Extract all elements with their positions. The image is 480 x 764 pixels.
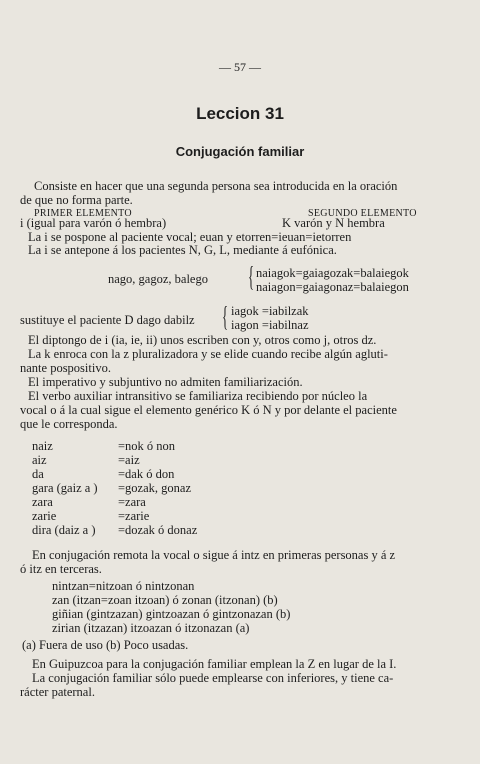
lesson-title: Leccion 31 — [196, 104, 284, 123]
brace: { — [222, 302, 229, 333]
page-number: — 57 — — [219, 60, 261, 74]
rule-line: que le corresponda. — [20, 417, 118, 431]
table-cell-left: zara — [32, 495, 53, 509]
remote-list-item: zan (itzan=zoan itzoan) ó zonan (itzonan) (b) — [52, 593, 278, 607]
table-cell-right: =dak ó don — [118, 467, 175, 481]
table-cell-right: =nok ó non — [118, 439, 176, 453]
second-element-header: SEGUNDO ELEMENTO — [308, 208, 417, 219]
rule-line: La k enroca con la z pluralizadora y se elide cuando recibe algún agluti- — [28, 347, 388, 361]
intro-line: Consiste en hacer que una segunda persona sea introducida en la oración — [34, 179, 398, 193]
table-cell-right: =zara — [118, 495, 146, 509]
lesson-subtitle: Conjugación familiar — [175, 144, 305, 159]
rule-line: El diptongo de i (ia, ie, ii) unos escriben con y, otros como j, otros dz. — [28, 333, 377, 347]
remote-line: En conjugación remota la vocal o sigue á intz en primeras personas y á z — [32, 548, 396, 562]
intro-line: de que no forma parte. — [20, 193, 133, 207]
table-cell-left: gara (gaiz a ) — [32, 481, 98, 495]
table-cell-left: dira (daiz a ) — [32, 523, 96, 537]
rule-line: El verbo auxiliar intransitivo se familiariza recibiendo por núcleo la — [28, 389, 368, 403]
example-right: naiagon=gaiagonaz=balaiegon — [256, 280, 409, 294]
table-cell-left: zarie — [32, 509, 57, 523]
table-cell-right: =aiz — [118, 453, 140, 467]
table-cell-right: =gozak, gonaz — [118, 481, 191, 495]
first-element-value: i (igual para varón ó hembra) — [20, 216, 167, 230]
rule-line: vocal o á la cual sigue el elemento genérico K ó N y por delante el paciente — [20, 403, 397, 417]
brace: { — [248, 262, 255, 293]
remote-list-item: zirian (itzazan) itzoazan ó itzonazan (a) — [52, 621, 250, 635]
footnote: (a) Fuera de uso (b) Poco usadas. — [22, 638, 189, 652]
table-cell-right: =zarie — [118, 509, 150, 523]
rule-line: La i se pospone al paciente vocal; euan y etorren=ieuan=ietorren — [28, 230, 352, 244]
table-cell-right: =dozak ó donaz — [118, 523, 198, 537]
example-left: nago, gagoz, balego — [108, 272, 208, 286]
example-right: iagok =iabilzak — [231, 304, 309, 318]
rule-line: nante pospositivo. — [20, 361, 111, 375]
table-cell-left: aiz — [32, 453, 47, 467]
closing-line: La conjugación familiar sólo puede emplearse con inferiores, y tiene ca- — [32, 671, 394, 685]
example-left: sustituye el paciente D dago dabilz — [20, 313, 195, 327]
rule-line: La i se antepone á los pacientes N, G, L, mediante á eufónica. — [28, 243, 337, 257]
closing-line: En Guipuzcoa para la conjugación familiar emplean la Z en lugar de la I. — [32, 657, 397, 671]
rule-line: El imperativo y subjuntivo no admiten familiarización. — [28, 375, 303, 389]
example-right: naiagok=gaiagozak=balaiegok — [256, 266, 409, 280]
table-cell-left: da — [32, 467, 44, 481]
table-cell-left: naiz — [32, 439, 53, 453]
second-element-value: K varón y N hembra — [282, 216, 385, 230]
closing-line: rácter paternal. — [20, 685, 95, 699]
remote-list-item: giñian (gintzazan) gintzoazan ó gintzonazan (b) — [52, 607, 291, 621]
remote-line: ó itz en terceras. — [20, 562, 102, 576]
remote-list-item: nintzan=nitzoan ó nintzonan — [52, 579, 195, 593]
first-element-header: PRIMER ELEMENTO — [34, 208, 132, 219]
example-right: iagon =iabilnaz — [231, 318, 309, 332]
